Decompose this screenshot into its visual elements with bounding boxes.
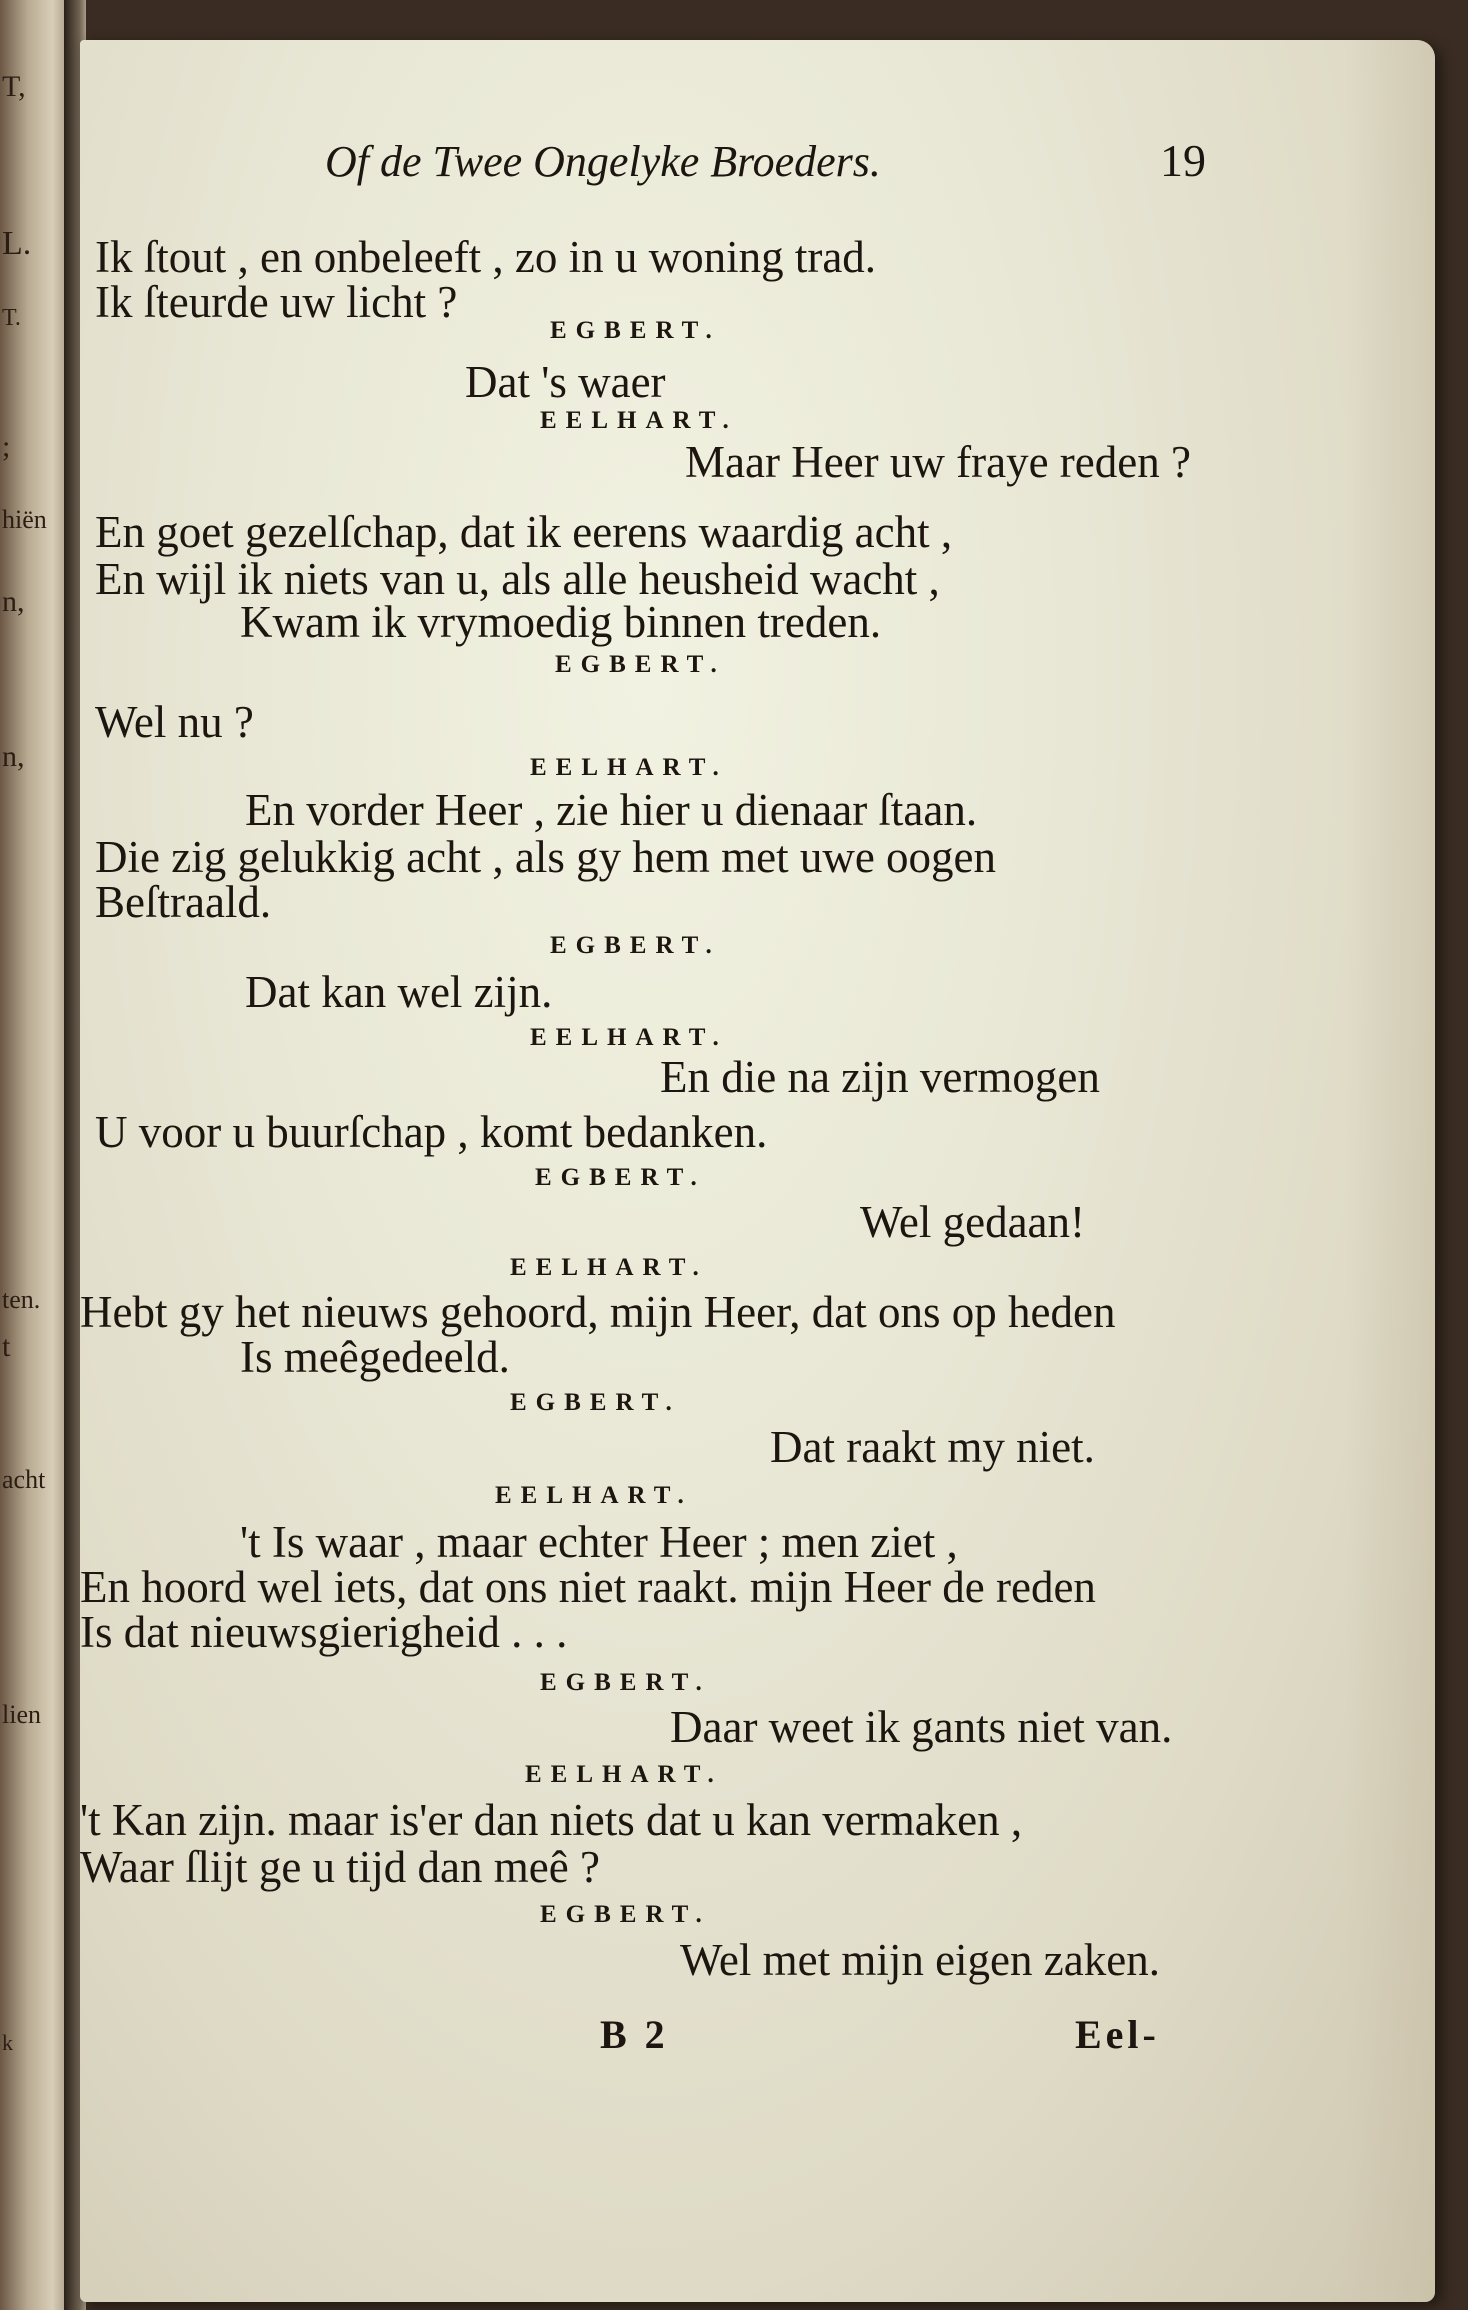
- signature-mark: B 2: [600, 2012, 669, 2057]
- margin-fragment: k: [2, 2030, 13, 2055]
- book-page: [80, 40, 1435, 2302]
- verse-line: Is meêgedeeld.: [240, 1332, 510, 1382]
- speaker-heading: EGBERT.: [540, 1669, 711, 1696]
- verse-line: Beſtraald.: [95, 877, 272, 927]
- speaker-heading: EELHART.: [525, 1761, 723, 1788]
- verse-line: U voor u buurſchap , komt bedanken.: [95, 1107, 768, 1157]
- speaker-heading: EGBERT.: [555, 651, 726, 678]
- verse-line: Daar weet ik gants niet van.: [670, 1702, 1173, 1752]
- margin-fragment: n,: [2, 740, 25, 773]
- verse-line: Maar Heer uw fraye reden ?: [685, 437, 1191, 487]
- speaker-heading: EELHART.: [530, 754, 728, 781]
- running-title: Of de Twee Ongelyke Broeders.: [325, 137, 881, 186]
- margin-fragment: hiën: [2, 505, 47, 534]
- verse-line: Dat raakt my niet.: [770, 1422, 1095, 1472]
- verse-line: Dat kan wel zijn.: [245, 967, 553, 1017]
- speaker-heading: EGBERT.: [550, 317, 721, 344]
- speaker-heading: EGBERT.: [535, 1164, 706, 1191]
- verse-line: Wel met mijn eigen zaken.: [680, 1935, 1160, 1985]
- verse-line: 't Kan zijn. maar is'er dan niets dat u kan vermaken ,: [80, 1795, 1023, 1845]
- verse-line: Ik ſtout , en onbeleeft , zo in u woning trad.: [95, 232, 877, 282]
- page-number: 19: [1160, 135, 1206, 186]
- verse-line: En vorder Heer , zie hier u dienaar ſtaan.: [245, 785, 978, 835]
- verse-line: En goet gezelſchap, dat ik eerens waardig acht ,: [95, 507, 953, 557]
- verse-line: En hoord wel iets, dat ons niet raakt. mijn Heer de reden: [80, 1562, 1096, 1612]
- verse-line: Die zig gelukkig acht , als gy hem met uwe oogen: [95, 832, 997, 882]
- speaker-heading: EELHART.: [530, 1024, 728, 1051]
- verse-line: En wijl ik niets van u, als alle heusheid wacht ,: [95, 554, 940, 604]
- page-text: [80, 40, 1435, 2302]
- verse-line: Dat 's waer: [465, 357, 666, 407]
- verse-line: Ik ſteurde uw licht ?: [95, 277, 458, 327]
- margin-fragment: t: [2, 1330, 11, 1363]
- speaker-heading: EELHART.: [510, 1254, 708, 1281]
- margin-fragment: T.: [2, 305, 21, 331]
- margin-fragment: acht: [2, 1465, 46, 1494]
- margin-fragment: T,: [2, 70, 26, 103]
- speaker-heading: EGBERT.: [550, 932, 721, 959]
- verse-line: Hebt gy het nieuws gehoord, mijn Heer, dat ons op heden: [80, 1287, 1116, 1337]
- speaker-heading: EGBERT.: [510, 1389, 681, 1416]
- margin-fragment: lien: [2, 1700, 41, 1729]
- verse-line: En die na zijn vermogen: [660, 1052, 1100, 1102]
- verse-line: Kwam ik vrymoedig binnen treden.: [240, 597, 882, 647]
- verse-line: Wel gedaan!: [860, 1197, 1085, 1247]
- verse-line: 't Is waar , maar echter Heer ; men ziet ,: [240, 1517, 958, 1567]
- speaker-heading: EELHART.: [495, 1482, 693, 1509]
- facing-page-edge: [0, 0, 70, 2310]
- margin-fragment: n,: [2, 585, 25, 618]
- verse-line: Wel nu ?: [95, 697, 254, 747]
- speaker-heading: EGBERT.: [540, 1901, 711, 1928]
- speaker-heading: EELHART.: [540, 407, 738, 434]
- margin-fragment: L.: [2, 225, 32, 262]
- catchword: Eel-: [1075, 2012, 1160, 2057]
- margin-fragment: ;: [2, 430, 11, 463]
- verse-line: Waar ſlijt ge u tijd dan meê ?: [80, 1842, 600, 1892]
- verse-line: Is dat nieuwsgierigheid . . .: [80, 1607, 568, 1657]
- margin-fragment: ten.: [2, 1285, 41, 1314]
